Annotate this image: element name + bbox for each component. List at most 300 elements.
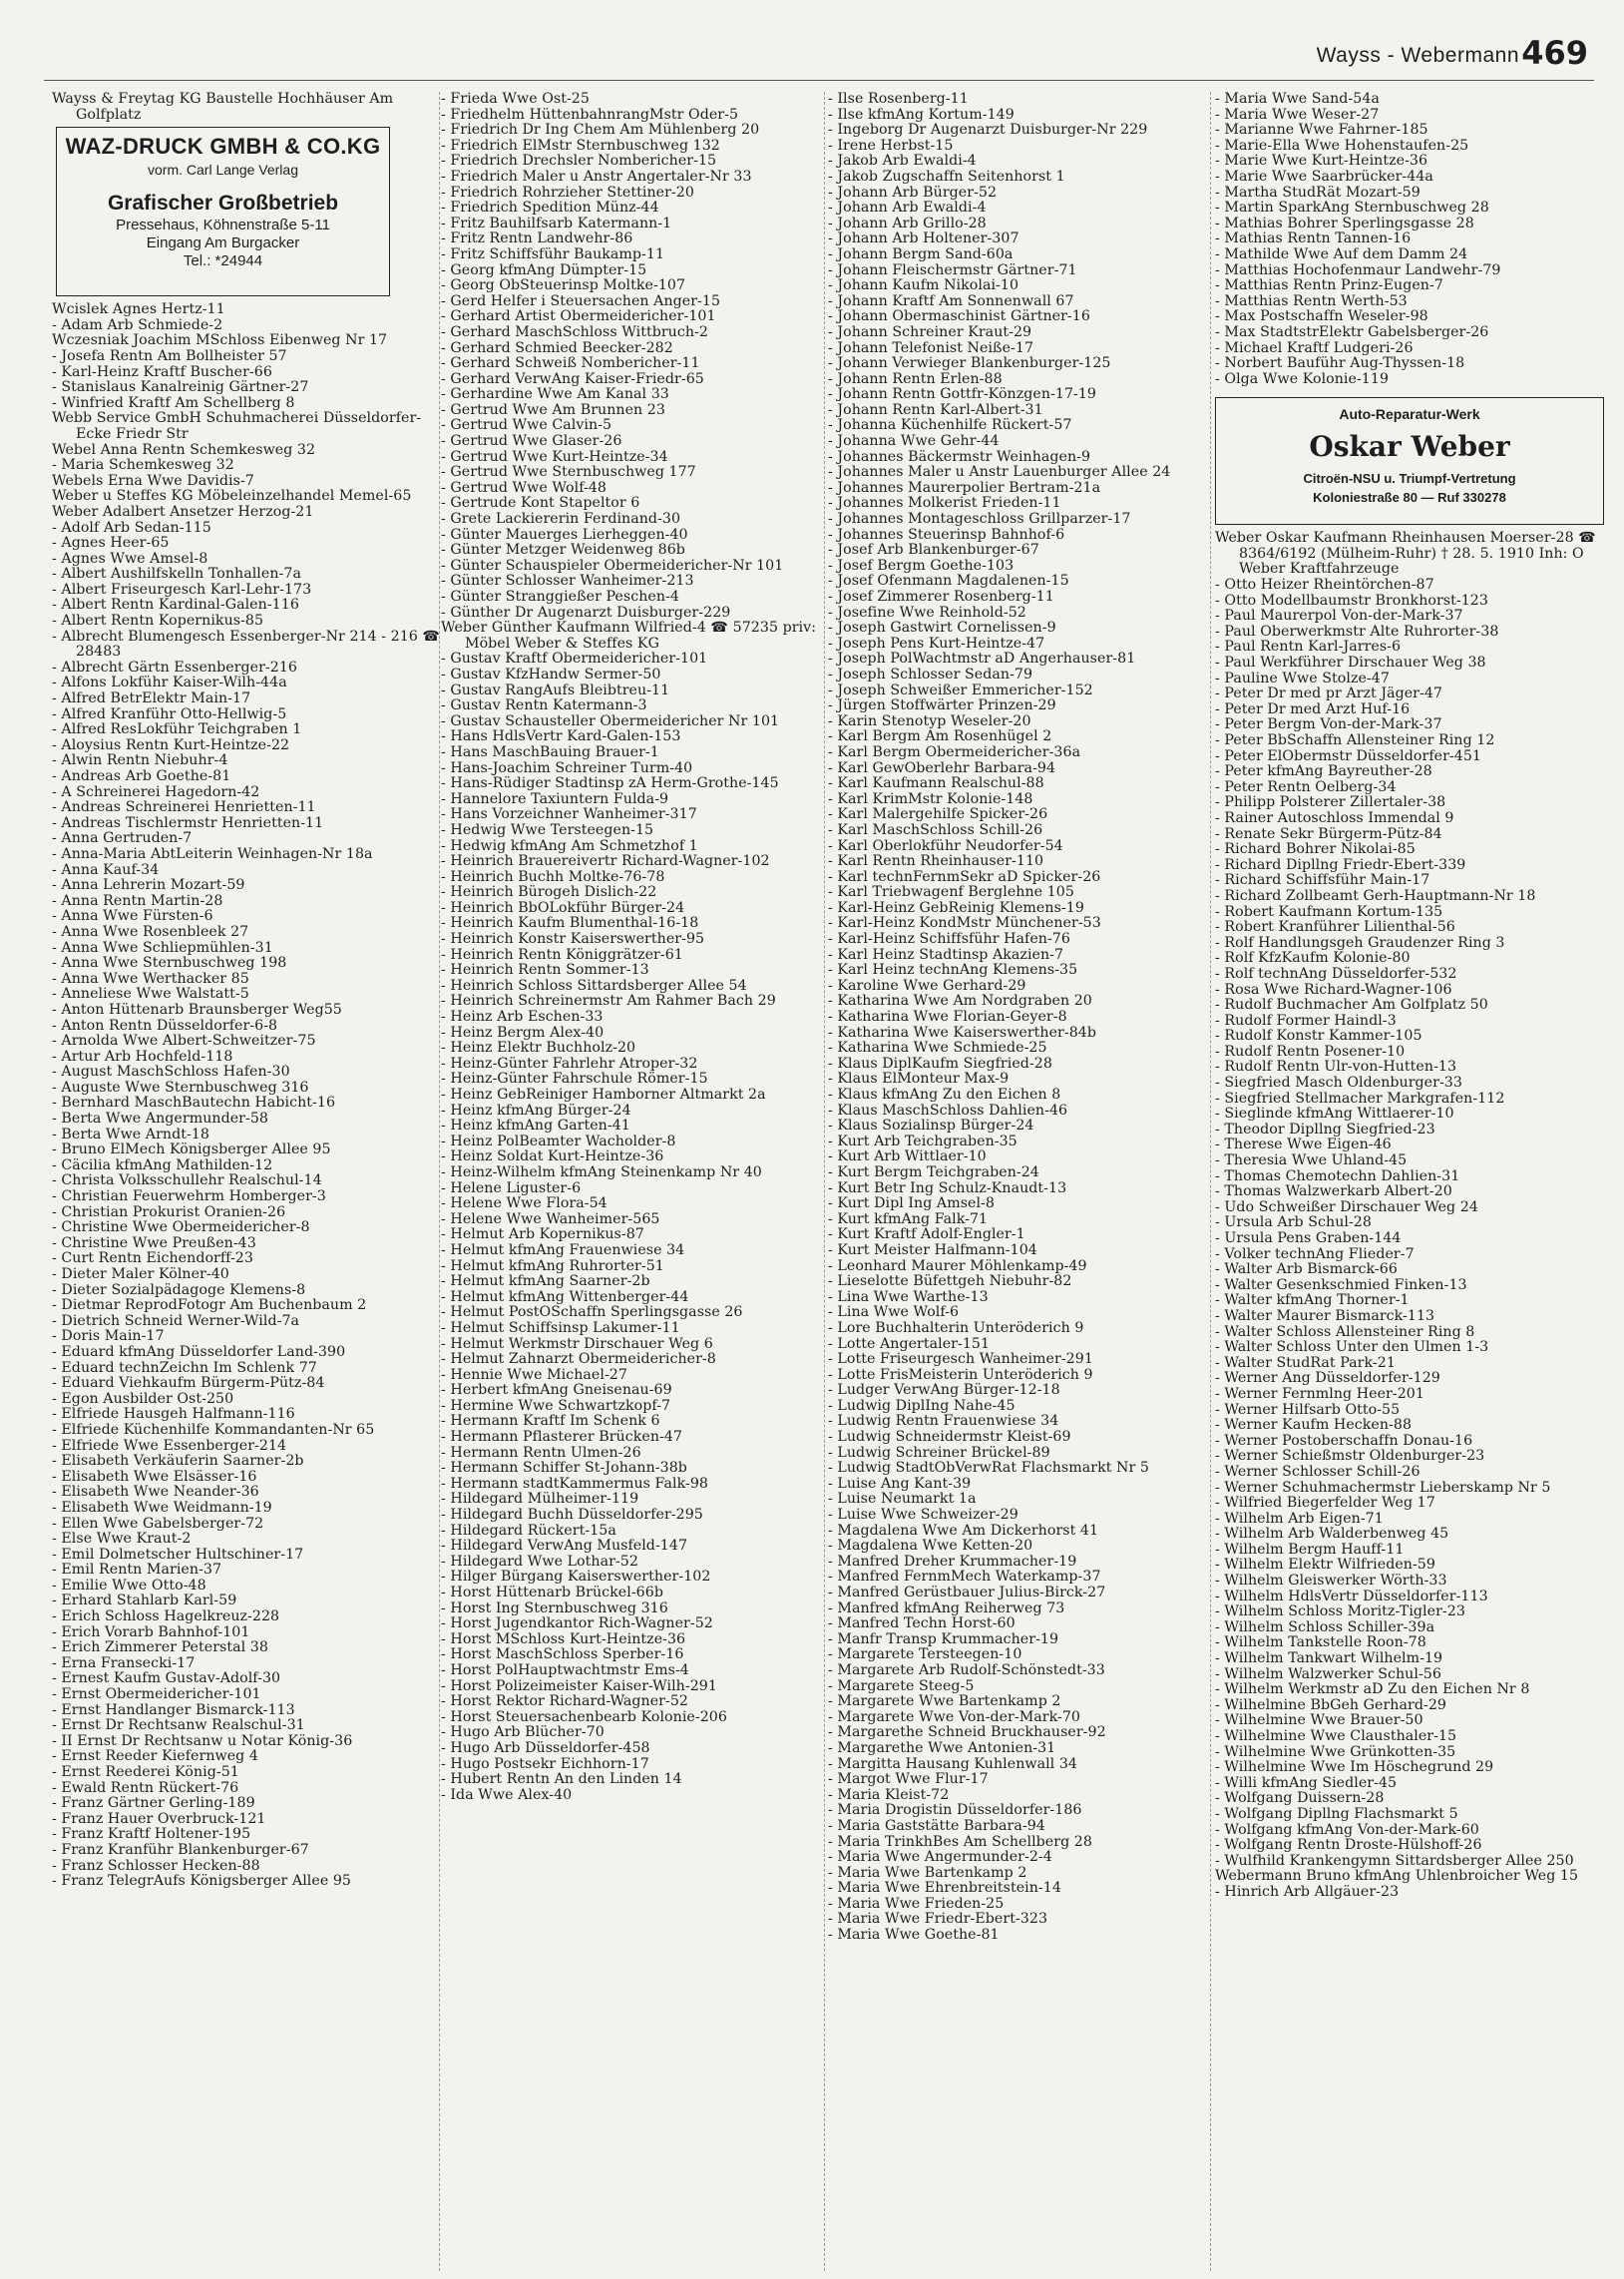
- directory-entry: - Paul Maurerpol Von-der-Mark-37: [1215, 608, 1463, 625]
- directory-entry: - Karl Kaufmann Realschul-88: [828, 775, 1044, 792]
- directory-entry: - Mathias Bohrer Sperlingsgasse 28: [1215, 215, 1474, 231]
- directory-entry: - Paul Rentn Karl-Jarres-6: [1215, 639, 1402, 656]
- directory-entry: - Elisabeth Wwe Elsässer-16: [52, 1468, 257, 1485]
- directory-entry: - Karl Bergm Obermeidericher-36a: [828, 743, 1081, 760]
- directory-entry: - Karl Triebwagenf Berglehne 105: [828, 884, 1074, 901]
- directory-entry: - Rudolf Buchmacher Am Golfplatz 50: [1215, 997, 1488, 1014]
- directory-entry: Webel Anna Rentn Schemkesweg 32: [52, 441, 316, 458]
- directory-entry: - Walter Arb Bismarck-66: [1215, 1261, 1398, 1278]
- directory-entry: - Auguste Wwe Sternbuschweg 316: [52, 1079, 309, 1096]
- directory-entry: - Johann Fleischermstr Gärtner-71: [828, 261, 1077, 278]
- directory-entry: - Richard Zollbeamt Gerh-Hauptmann-Nr 18: [1215, 887, 1536, 904]
- directory-entry: - Heinz Bergm Alex-40: [441, 1024, 605, 1041]
- directory-entry: - Hans MaschBauing Brauer-1: [441, 743, 659, 760]
- ad-address: Pressehaus, Köhnenstraße 5-11: [116, 217, 330, 234]
- directory-entry: - Hermann Schiffer St-Johann-38b: [441, 1460, 687, 1477]
- directory-entry: - Josefa Rentn Am Bollheister 57: [52, 347, 287, 364]
- directory-entry: - Gerhard Schmied Beecker-282: [441, 339, 673, 356]
- directory-entry: - Johann Obermaschinist Gärtner-16: [828, 308, 1090, 325]
- ad-company-name: Oskar Weber: [1309, 430, 1510, 464]
- directory-entry: - Maria Kleist-72: [828, 1786, 950, 1803]
- column-3: [828, 92, 1212, 2277]
- directory-entry: - Horst MSchloss Kurt-Heintze-36: [441, 1630, 686, 1647]
- directory-entry: - Anton Rentn Düsseldorfer-6-8: [52, 1017, 278, 1034]
- directory-entry: - Thomas Walzwerkarb Albert-20: [1215, 1183, 1452, 1200]
- directory-entry: - Horst Hüttenarb Brückel-66b: [441, 1585, 663, 1600]
- directory-entry: - Gustav Schausteller Obermeidericher Nr 101: [441, 712, 780, 729]
- directory-entry: - Eduard kfmAng Düsseldorfer Land-390: [52, 1343, 346, 1360]
- directory-entry: - Peter kfmAng Bayreuther-28: [1215, 763, 1432, 780]
- directory-entry: - Horst Jugendkantor Rich-Wagner-52: [441, 1615, 713, 1632]
- directory-entry: - Elfriede Hausgeh Halfmann-116: [52, 1406, 295, 1423]
- directory-entry: - Willi kfmAng Siedler-45: [1215, 1774, 1398, 1791]
- directory-entry: - Peter Dr med pr Arzt Jäger-47: [1215, 685, 1442, 702]
- directory-entry: - Kurt Betr Ing Schulz-Knaudt-13: [828, 1179, 1067, 1196]
- directory-entry: - Elfriede Wwe Essenberger-214: [52, 1437, 287, 1454]
- directory-entry: - Heinrich Brauereivertr Richard-Wagner-102: [441, 853, 770, 870]
- directory-entry: - Matthias Rentn Werth-53: [1215, 292, 1408, 309]
- directory-entry: - Ewald Rentn Rückert-76: [52, 1779, 239, 1796]
- directory-entry: - Franz Kraftf Holtener-195: [52, 1826, 251, 1843]
- directory-entry: - Johannes Bäckermstr Weinhagen-9: [828, 448, 1091, 465]
- directory-entry: - Anna-Maria AbtLeiterin Weinhagen-Nr 18a: [52, 845, 373, 862]
- directory-entry: - Christine Wwe Obermeidericher-8: [52, 1219, 310, 1236]
- directory-entry: - Helmut PostOSchaffn Sperlingsgasse 26: [441, 1304, 743, 1321]
- directory-entry: - Alfred ResLokführ Teichgraben 1: [52, 721, 302, 738]
- directory-entry: - Stanislaus Kanalreinig Gärtner-27: [52, 379, 309, 396]
- directory-entry: - Ludwig DiplIng Nahe-45: [828, 1397, 1015, 1414]
- directory-entry: - Hedwig kfmAng Am Schmetzhof 1: [441, 837, 698, 854]
- directory-entry: - Johanna Wwe Gehr-44: [828, 433, 1000, 450]
- directory-entry: - Ludwig StadtObVerwRat Flachsmarkt Nr 5: [828, 1460, 1149, 1477]
- directory-entry: - Kurt Bergm Teichgraben-24: [828, 1163, 1039, 1180]
- directory-entry: - Alfons Lokführ Kaiser-Wilh-44a: [52, 675, 287, 691]
- directory-entry: - Heinrich Rentn Königgrätzer-61: [441, 946, 683, 963]
- directory-entry: - Karoline Wwe Gerhard-29: [828, 977, 1026, 994]
- directory-entry: - Anna Wwe Rosenbleek 27: [52, 923, 249, 940]
- directory-entry: - Johann Arb Grillo-28: [828, 215, 987, 231]
- directory-entry: - Karl-Heinz Schiffsführ Hafen-76: [828, 931, 1070, 948]
- directory-entry: - Friedrich Spedition Münz-44: [441, 200, 659, 217]
- directory-entry: - Margarethe Wwe Antonien-31: [828, 1739, 1056, 1756]
- directory-entry: - Paul Oberwerkmstr Alte Ruhrorter-38: [1215, 623, 1499, 640]
- directory-entry: - Ellen Wwe Gabelsberger-72: [52, 1515, 264, 1532]
- directory-entry: - Karl Oberlokführ Neudorfer-54: [828, 837, 1063, 854]
- directory-entry: - Walter Schloss Allensteiner Ring 8: [1215, 1323, 1475, 1340]
- ad-topline: Auto-Reparatur-Werk: [1339, 406, 1480, 423]
- directory-entry: - Wilhelm Arb Eigen-71: [1215, 1510, 1384, 1527]
- directory-entry: - Alfred Kranführ Otto-Hellwig-5: [52, 705, 287, 722]
- directory-entry: - Fritz Schiffsführ Baukamp-11: [441, 245, 665, 262]
- directory-entry: - Lieselotte Büfettgeh Niebuhr-82: [828, 1273, 1072, 1290]
- directory-entry: - Maria Wwe Sand-54a: [1215, 92, 1380, 107]
- directory-entry: - Hildegard Rückert-15a: [441, 1522, 616, 1539]
- directory-entry: - Gustav KfzHandw Sermer-50: [441, 666, 661, 683]
- directory-entry: - Peter BbSchaffn Allensteiner Ring 12: [1215, 732, 1495, 748]
- directory-entry: - Klaus kfmAng Zu den Eichen 8: [828, 1087, 1061, 1103]
- directory-entry: - Andreas Arb Goethe-81: [52, 768, 231, 784]
- directory-entry: - Hermann Pflasterer Brücken-47: [441, 1429, 683, 1446]
- directory-entry: - Karl Heinz Stadtinsp Akazien-7: [828, 946, 1064, 963]
- directory-entry: - Robert Kranführer Lilienthal-56: [1215, 919, 1455, 936]
- directory-entry: - Josef Bergm Goethe-103: [828, 557, 1015, 574]
- directory-entry: - Margarete Steeg-5: [828, 1677, 975, 1694]
- directory-entry: - Albrecht Gärtn Essenberger-216: [52, 659, 298, 676]
- directory-entry: - Winfried Kraftf Am Schellberg 8: [52, 394, 295, 411]
- directory-entry: - Mathias Rentn Tannen-16: [1215, 230, 1412, 247]
- directory-entry: - Elfriede Küchenhilfe Kommandanten-Nr 65: [52, 1421, 375, 1438]
- directory-entry: - Hildegard VerwAng Musfeld-147: [441, 1538, 688, 1555]
- directory-entry: - Helene Liguster-6: [441, 1179, 582, 1196]
- directory-entry: - Friedrich Maler u Anstr Angertaler-Nr 33: [441, 168, 752, 185]
- directory-entry: - Werner Schießmstr Oldenburger-23: [1215, 1448, 1485, 1465]
- directory-entry: - Hubert Rentn An den Linden 14: [441, 1771, 682, 1788]
- directory-entry: - Anna Kauf-34: [52, 861, 160, 878]
- directory-entry: - Peter ElObermstr Düsseldorfer-451: [1215, 747, 1481, 764]
- directory-entry: - Katharina Wwe Florian-Geyer-8: [828, 1009, 1067, 1026]
- directory-entry: - Mathilde Wwe Auf dem Damm 24: [1215, 245, 1468, 262]
- directory-entry: - Maria Gaststätte Barbara-94: [828, 1817, 1045, 1834]
- directory-entry: - Jürgen Stoffwärter Prinzen-29: [828, 697, 1056, 714]
- directory-entry: - Herbert kfmAng Gneisenau-69: [441, 1382, 672, 1399]
- directory-entry: - Lotte Angertaler-151: [828, 1335, 991, 1352]
- directory-entry: - Erich Vorarb Bahnhof-101: [52, 1623, 250, 1640]
- directory-entry: - Ernest Kaufm Gustav-Adolf-30: [52, 1670, 281, 1687]
- directory-entry: - Heinz GebReiniger Hamborner Altmarkt 2a: [441, 1087, 766, 1103]
- directory-entry: - Heinrich Schreinermstr Am Rahmer Bach 29: [441, 993, 776, 1010]
- directory-entry: - Gerhard VerwAng Kaiser-Friedr-65: [441, 370, 704, 387]
- directory-entry: - Christian Prokurist Oranien-26: [52, 1203, 286, 1220]
- directory-entry: - Johann Arb Ewaldi-4: [828, 200, 987, 217]
- directory-entry: - Alwin Rentn Niebuhr-4: [52, 752, 228, 769]
- directory-entry: - Anna Rentn Martin-28: [52, 892, 223, 909]
- directory-entry: - A Schreinerei Hagedorn-42: [52, 783, 260, 800]
- directory-entry: - Peter Rentn Oelberg-34: [1215, 778, 1397, 795]
- directory-entry: - Sieglinde kfmAng Wittlaerer-10: [1215, 1106, 1454, 1123]
- directory-entry: - Heinrich Bürogeh Dislich-22: [441, 884, 657, 901]
- directory-entry: - Ursula Arb Schul-28: [1215, 1214, 1372, 1231]
- directory-entry: - Maria Wwe Friedr-Ebert-323: [828, 1911, 1048, 1928]
- directory-entry: - Wilhelm Elektr Wilfrieden-59: [1215, 1557, 1435, 1574]
- directory-entry: - Katharina Wwe Schmiede-25: [828, 1040, 1047, 1057]
- directory-entry: - Wilhelm Werkmstr aD Zu den Eichen Nr 8: [1215, 1681, 1530, 1698]
- directory-entry: - Wolfgang Dipllng Flachsmarkt 5: [1215, 1805, 1458, 1822]
- directory-entry: - Walter Schloss Unter den Ulmen 1-3: [1215, 1339, 1489, 1356]
- directory-entry: - Andreas Schreinerei Henrietten-11: [52, 799, 316, 816]
- directory-entry: - Klaus DiplKaufm Siegfried-28: [828, 1055, 1052, 1072]
- directory-entry: Webb Service GmbH Schuhmacherei Düsseldorfer- Ecke Friedr Str: [52, 410, 422, 442]
- directory-entry: Weber Oskar Kaufmann Rheinhausen Moerser-28 ☎ 8364/6192 (Mülheim-Ruhr) † 28. 5. 1910 Inh: O Weber Kraftfahrzeuge: [1215, 530, 1596, 578]
- directory-entry: - Rudolf Former Haindl-3: [1215, 1012, 1397, 1029]
- directory-entry: - Gerd Helfer i Steuersachen Anger-15: [441, 292, 721, 309]
- directory-entry: Wczesniak Joachim MSchloss Eibenweg Nr 17: [52, 332, 388, 349]
- directory-entry: - Wilhelm Walzwerker Schul-56: [1215, 1665, 1441, 1682]
- directory-entry: - Gertrud Wwe Am Brunnen 23: [441, 401, 665, 418]
- directory-entry: - Margarete Arb Rudolf-Schönstedt-33: [828, 1661, 1105, 1678]
- directory-entry: - Johann Verwieger Blankenburger-125: [828, 355, 1111, 372]
- directory-entry: - Norbert Bauführ Aug-Thyssen-18: [1215, 355, 1465, 372]
- directory-entry: - Siegfried Stellmacher Markgrafen-112: [1215, 1090, 1505, 1107]
- directory-entry: - Ludwig Schreiner Brückel-89: [828, 1444, 1050, 1461]
- directory-entry: - Pauline Wwe Stolze-47: [1215, 670, 1390, 686]
- directory-entry: - Klaus ElMonteur Max-9: [828, 1071, 1010, 1088]
- directory-entry: - Klaus Sozialinsp Bürger-24: [828, 1118, 1034, 1135]
- header-name-range: Wayss - Webermann: [1316, 44, 1519, 67]
- directory-entry: - Magdalena Wwe Am Dickerhorst 41: [828, 1522, 1099, 1539]
- directory-entry: - Ernst Handlanger Bismarck-113: [52, 1701, 295, 1718]
- directory-entry: - Cäcilia kfmAng Mathilden-12: [52, 1156, 273, 1173]
- directory-entry: - Heinrich Rentn Sommer-13: [441, 962, 649, 979]
- directory-entry: - Heinrich Schloss Sittardsberger Allee 54: [441, 977, 747, 994]
- directory-entry: - Grete Lackiererin Ferdinand-30: [441, 511, 681, 528]
- directory-entry: - Georg ObSteuerinsp Moltke-107: [441, 277, 686, 294]
- directory-entry: - Gertrud Wwe Wolf-48: [441, 479, 607, 496]
- directory-entry: - Georg kfmAng Dümpter-15: [441, 261, 647, 278]
- directory-entry: - Eduard Viehkaufm Bürgerm-Pütz-84: [52, 1375, 325, 1392]
- directory-entry: - Kurt Kraftf Adolf-Engler-1: [828, 1226, 1025, 1243]
- directory-entry: - Martin SparkAng Sternbuschweg 28: [1215, 200, 1489, 217]
- directory-entry: - Erich Zimmerer Peterstal 38: [52, 1639, 268, 1656]
- directory-entry: - Renate Sekr Bürgerm-Pütz-84: [1215, 825, 1442, 842]
- directory-entry: - Ernst Obermeidericher-101: [52, 1686, 261, 1703]
- directory-entry: - Franz Hauer Overbruck-121: [52, 1810, 266, 1827]
- directory-entry: - Johann Kaufm Nikolai-10: [828, 277, 1019, 294]
- directory-entry: - Karin Stenotyp Weseler-20: [828, 712, 1031, 729]
- ad-entrance: Eingang Am Burgacker: [146, 234, 300, 252]
- directory-entry: - Dieter Sozialpädagoge Klemens-8: [52, 1281, 306, 1298]
- directory-entry: - Werner Fernmlng Heer-201: [1215, 1385, 1424, 1402]
- directory-entry: - Marianne Wwe Fahrner-185: [1215, 122, 1428, 139]
- directory-entry: - Max StadtstrElektr Gabelsberger-26: [1215, 323, 1489, 340]
- directory-entry: - Wilfried Biegerfelder Weg 17: [1215, 1495, 1435, 1512]
- directory-entry: - Margarete Wwe Bartenkamp 2: [828, 1693, 1061, 1710]
- directory-entry: - Wilhelm Gleiswerker Wörth-33: [1215, 1573, 1447, 1590]
- directory-entry: - Hennie Wwe Michael-27: [441, 1366, 627, 1383]
- directory-entry: - Anton Hüttenarb Braunsberger Weg55: [52, 1001, 342, 1018]
- directory-entry: - Anneliese Wwe Walstatt-5: [52, 986, 249, 1003]
- directory-entry: - Joseph Schlosser Sedan-79: [828, 666, 1033, 683]
- directory-entry: - Friedrich Rohrzieher Stettiner-20: [441, 184, 694, 201]
- directory-entry: - Rolf KfzKaufm Kolonie-80: [1215, 950, 1411, 967]
- directory-entry: - Günther Dr Augenarzt Duisburger-229: [441, 604, 731, 621]
- directory-entry: - Irene Herbst-15: [828, 137, 954, 154]
- directory-entry: Webels Erna Wwe Davidis-7: [52, 472, 254, 489]
- directory-entry: - Friedrich Dr Ing Chem Am Mühlenberg 20: [441, 122, 760, 139]
- directory-entry: - Günter Metzger Weidenweg 86b: [441, 542, 685, 559]
- directory-entry: - Wilhelm Tankstelle Roon-78: [1215, 1634, 1426, 1651]
- directory-entry: - Helmut kfmAng Saarner-2b: [441, 1273, 650, 1290]
- directory-entry: - Maria Wwe Frieden-25: [828, 1895, 1005, 1912]
- directory-entry: - Fritz Bauhilfsarb Katermann-1: [441, 215, 672, 231]
- directory-entry: - Christian Feuerwehrm Homberger-3: [52, 1188, 326, 1205]
- directory-entry: - Gerhard Schweiß Nombericher-11: [441, 355, 700, 372]
- directory-entry: - Joseph Schweißer Emmericher-152: [828, 682, 1093, 698]
- directory-entry: - Arnolda Wwe Albert-Schweitzer-75: [52, 1033, 316, 1050]
- directory-entry: - Franz Schlosser Hecken-88: [52, 1857, 260, 1874]
- directory-entry: - Luise Ang Kant-39: [828, 1475, 972, 1492]
- directory-entry: - Johann Kraftf Am Sonnenwall 67: [828, 292, 1074, 309]
- directory-entry: - Werner Schuhmachermstr Lieberskamp Nr 5: [1215, 1479, 1551, 1496]
- directory-entry: - Karl-Heinz KondMstr Münchener-53: [828, 915, 1101, 932]
- directory-entry: - Heinrich BbOLokführ Bürger-24: [441, 899, 685, 916]
- directory-entry: - Philipp Polsterer Zillertaler-38: [1215, 794, 1446, 811]
- directory-entry: - Albert Rentn Kardinal-Galen-116: [52, 597, 299, 614]
- directory-entry: - Karl Rentn Rheinhauser-110: [828, 853, 1044, 870]
- directory-entry: - Joseph Pens Kurt-Heintze-47: [828, 635, 1045, 652]
- directory-entry: - Elisabeth Verkäuferin Saarner-2b: [52, 1453, 304, 1470]
- directory-entry: - Magdalena Wwe Ketten-20: [828, 1538, 1033, 1555]
- directory-entry: - Emilie Wwe Otto-48: [52, 1577, 206, 1594]
- directory-entry: - Ludwig Schneidermstr Kleist-69: [828, 1429, 1071, 1446]
- directory-entry: - Heinz-Wilhelm kfmAng Steinenkamp Nr 40: [441, 1163, 762, 1180]
- ad-company-name: WAZ-DRUCK GMBH & CO.KG: [65, 134, 381, 160]
- directory-entry: - Wolfgang kfmAng Von-der-Mark-60: [1215, 1821, 1479, 1838]
- directory-entry: - Johanna Küchenhilfe Rückert-57: [828, 417, 1072, 434]
- directory-entry: - Ernst Reederei König-51: [52, 1764, 239, 1780]
- directory-entry: - Wilhelm HdlsVertr Düsseldorfer-113: [1215, 1588, 1488, 1604]
- directory-entry: - Helmut Zahnarzt Obermeidericher-8: [441, 1351, 716, 1368]
- directory-entry: - Ilse Rosenberg-11: [828, 92, 969, 107]
- directory-entry: - Wolfgang Rentn Droste-Hülshoff-26: [1215, 1837, 1482, 1854]
- directory-entry: - Lotte Friseurgesch Wanheimer-291: [828, 1351, 1093, 1368]
- directory-entry: - Hermann Rentn Ulmen-26: [441, 1444, 641, 1461]
- directory-entry: - Bruno ElMech Königsberger Allee 95: [52, 1141, 331, 1158]
- directory-entry: - Karl technFernmSekr aD Spicker-26: [828, 868, 1101, 885]
- directory-entry: - Jakob Zugschaffn Seitenhorst 1: [828, 168, 1065, 185]
- directory-entry: - Gertrud Wwe Calvin-5: [441, 417, 612, 434]
- directory-entry: - August MaschSchloss Hafen-30: [52, 1064, 290, 1081]
- directory-entry: - Erich Schloss Hagelkreuz-228: [52, 1608, 280, 1625]
- directory-entry: - Johann Arb Bürger-52: [828, 184, 998, 201]
- directory-entry: - Gerhard Artist Obermeidericher-101: [441, 308, 716, 325]
- directory-entry: - Hildegard Wwe Lothar-52: [441, 1553, 638, 1570]
- directory-entry: - Werner Kaufm Hecken-88: [1215, 1417, 1413, 1434]
- directory-entry: - Egon Ausbilder Ost-250: [52, 1390, 234, 1407]
- directory-entry: - Wilhelm Schloss Schiller-39a: [1215, 1618, 1435, 1635]
- directory-entry: - Katharina Wwe Kaiserswerther-84b: [828, 1024, 1097, 1041]
- directory-entry: - Rosa Wwe Richard-Wagner-106: [1215, 981, 1452, 998]
- directory-entry: - Albrecht Blumengesch Essenberger-Nr 214 - 216 ☎ 28483: [52, 628, 441, 661]
- directory-entry: - Gerhardine Wwe Am Kanal 33: [441, 386, 669, 403]
- directory-entry: - Anna Lehrerin Mozart-59: [52, 877, 245, 894]
- directory-entry: - Peter Bergm Von-der-Mark-37: [1215, 716, 1442, 733]
- page-number: 469: [1521, 34, 1588, 72]
- directory-entry: - Dietmar ReprodFotogr Am Buchenbaum 2: [52, 1297, 367, 1314]
- directory-entry: - Werner Schlosser Schill-26: [1215, 1463, 1421, 1480]
- directory-entry: - Lotte FrisMeisterin Unteröderich 9: [828, 1366, 1093, 1383]
- directory-entry: - Karl-Heinz Kraftf Buscher-66: [52, 363, 272, 380]
- directory-entry: - Kurt Arb Wittlaer-10: [828, 1148, 987, 1165]
- directory-entry: - Hugo Arb Blücher-70: [441, 1724, 605, 1741]
- directory-entry: - Karl-Heinz GebReinig Klemens-19: [828, 899, 1084, 916]
- directory-entry: - Horst Steuersachenbearb Kolonie-206: [441, 1708, 727, 1725]
- directory-entry: - Walter kfmAng Thorner-1: [1215, 1292, 1410, 1309]
- directory-entry: - Theodor Dipllng Siegfried-23: [1215, 1121, 1435, 1138]
- waz-druck-advertisement: [56, 127, 390, 296]
- page-header: [0, 0, 1624, 80]
- directory-entry: - Heinz kfmAng Garten-41: [441, 1118, 630, 1135]
- directory-entry: - Klaus MaschSchloss Dahlien-46: [828, 1102, 1068, 1119]
- directory-entry: - Marie Wwe Saarbrücker-44a: [1215, 168, 1433, 185]
- directory-entry: - Karl Heinz technAng Klemens-35: [828, 962, 1078, 979]
- directory-entry: - Margarete Tersteegen-10: [828, 1646, 1022, 1663]
- directory-entry: - Franz TelegrAufs Königsberger Allee 95: [52, 1873, 351, 1890]
- directory-entry: - Luise Neumarkt 1a: [828, 1491, 977, 1508]
- directory-entry: - Berta Wwe Arndt-18: [52, 1126, 210, 1142]
- directory-entry: - Ludger VerwAng Bürger-12-18: [828, 1382, 1060, 1399]
- ad-brands: Citroën-NSU u. Triumpf-Vertretung: [1303, 471, 1516, 487]
- directory-entry: - Heinz Arb Eschen-33: [441, 1009, 604, 1026]
- directory-entry: - Wilhelm Tankwart Wilhelm-19: [1215, 1650, 1443, 1667]
- column-1: [52, 92, 441, 2277]
- directory-entry: - Günter Stranggießer Peschen-4: [441, 589, 679, 605]
- directory-entry: - Elisabeth Wwe Neander-36: [52, 1484, 259, 1501]
- directory-entry: - Gertrud Wwe Sternbuschweg 177: [441, 464, 696, 481]
- directory-entry: - Horst Rektor Richard-Wagner-52: [441, 1693, 688, 1710]
- directory-entry: - Helmut Arb Kopernikus-87: [441, 1226, 644, 1243]
- ad-subline: vorm. Carl Lange Verlag: [148, 162, 298, 179]
- directory-entry: - Wilhelmine Wwe Grünkotten-35: [1215, 1743, 1456, 1760]
- directory-entry: - Ernst Dr Rechtsanw Realschul-31: [52, 1717, 305, 1734]
- directory-entry: - Heinrich Buchh Moltke-76-78: [441, 868, 665, 885]
- directory-entry: Webermann Bruno kfmAng Uhlenbroicher Weg 15: [1215, 1868, 1579, 1885]
- directory-entry: - Thomas Chemotechn Dahlien-31: [1215, 1167, 1460, 1184]
- directory-entry: - Manfred Dreher Krummacher-19: [828, 1553, 1077, 1570]
- directory-entry: - Wilhelm Schloss Moritz-Tigler-23: [1215, 1603, 1465, 1620]
- directory-entry: - Günter Schlosser Wanheimer-213: [441, 573, 694, 590]
- directory-entry: - Josef Zimmerer Rosenberg-11: [828, 589, 1054, 605]
- ad-address: Koloniestraße 80 — Ruf 330278: [1313, 490, 1506, 506]
- directory-entry: - Helmut Werkmstr Dirschauer Weg 6: [441, 1335, 713, 1352]
- directory-entry: - Werner Hilfsarb Otto-55: [1215, 1401, 1401, 1418]
- directory-entry: - Ludwig Rentn Frauenwiese 34: [828, 1413, 1059, 1430]
- directory-entry: - Horst MaschSchloss Sperber-16: [441, 1646, 684, 1663]
- directory-entry: - Lore Buchhalterin Unteröderich 9: [828, 1319, 1084, 1336]
- directory-entry: - Erna Fransecki-17: [52, 1654, 196, 1671]
- directory-entry: - Doris Main-17: [52, 1328, 165, 1345]
- directory-entry: - Emil Dolmetscher Hultschiner-17: [52, 1546, 304, 1563]
- directory-entry: - Max Postschaffn Weseler-98: [1215, 308, 1428, 325]
- directory-entry: - Anna Wwe Sternbuschweg 198: [52, 955, 287, 972]
- directory-entry: - Heinz PolBeamter Wacholder-8: [441, 1133, 676, 1149]
- directory-entry: - Josef Ofenmann Magdalenen-15: [828, 573, 1069, 590]
- directory-entry: - Johannes Montageschloss Grillparzer-17: [828, 511, 1131, 528]
- directory-entry: - Christa Volksschullehr Realschul-14: [52, 1172, 322, 1189]
- directory-entry: - Walter StudRat Park-21: [1215, 1354, 1396, 1371]
- directory-entry: - Kurt Dipl Ing Amsel-8: [828, 1195, 995, 1212]
- directory-entry: - Heinz Soldat Kurt-Heintze-36: [441, 1148, 664, 1165]
- directory-entry: - Aloysius Rentn Kurt-Heintze-22: [52, 736, 290, 753]
- directory-entry: - Gustav RangAufs Bleibtreu-11: [441, 682, 670, 698]
- directory-entry: - Leonhard Maurer Möhlenkamp-49: [828, 1257, 1087, 1274]
- directory-entry: - Elisabeth Wwe Weidmann-19: [52, 1499, 272, 1516]
- directory-entry: - Wilhelmine BbGeh Gerhard-29: [1215, 1696, 1446, 1713]
- directory-entry: - Manfred FernmMech Waterkamp-37: [828, 1569, 1101, 1586]
- directory-entry: - Robert Kaufmann Kortum-135: [1215, 903, 1443, 920]
- directory-entry: - Therese Wwe Eigen-46: [1215, 1137, 1392, 1153]
- directory-entry: - Maria Wwe Weser-27: [1215, 106, 1380, 123]
- directory-entry: - Maria Schemkesweg 32: [52, 457, 234, 474]
- directory-entry: Weber u Steffes KG Möbeleinzelhandel Memel-65: [52, 488, 412, 505]
- directory-entry: - Werner Postoberschaffn Donau-16: [1215, 1432, 1473, 1449]
- directory-entry: - Gertrud Wwe Kurt-Heintze-34: [441, 448, 668, 465]
- directory-entry: - Josef Arb Blankenburger-67: [828, 542, 1039, 559]
- directory-entry: - Karl MaschSchloss Schill-26: [828, 821, 1043, 838]
- directory-entry: - Adolf Arb Sedan-115: [52, 519, 211, 536]
- directory-entry: - Margot Wwe Flur-17: [828, 1771, 989, 1788]
- directory-entry: - Wolfgang Duissern-28: [1215, 1790, 1385, 1807]
- directory-entry: - Andreas Tischlermstr Henrietten-11: [52, 814, 324, 831]
